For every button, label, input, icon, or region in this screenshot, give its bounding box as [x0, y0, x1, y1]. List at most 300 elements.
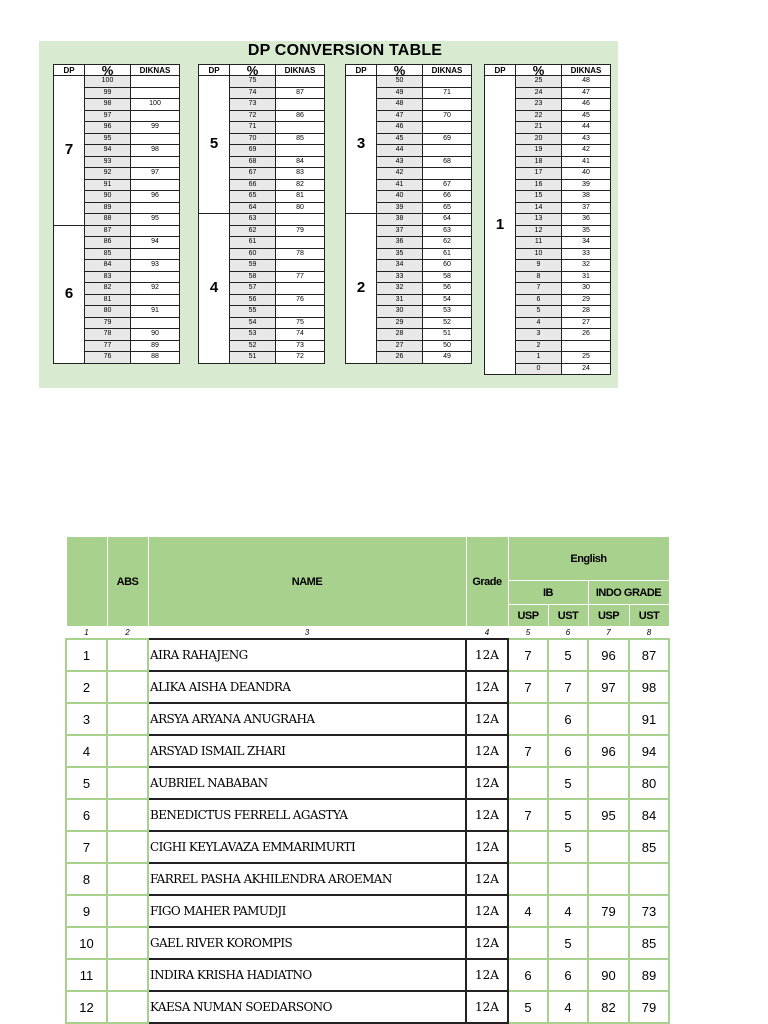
student-name: BENEDICTUS FERRELL AGASTYA: [148, 799, 466, 831]
diknas-value: 24: [562, 363, 611, 375]
percent-value: 2: [516, 340, 562, 352]
diknas-value: 81: [276, 191, 325, 203]
row-number: 12: [66, 991, 107, 1023]
abs-cell: [107, 991, 148, 1023]
percent-header: %: [377, 65, 423, 76]
indo-usp-score: [588, 831, 629, 863]
percent-value: 8: [516, 271, 562, 283]
no-header: [66, 537, 107, 627]
percent-value: 70: [230, 133, 276, 145]
indo-ust-score: 85: [629, 831, 669, 863]
conversion-table-1: [53, 64, 180, 364]
ib-usp-score: [508, 767, 548, 799]
student-name: INDIRA KRISHA HADIATNO: [148, 959, 466, 991]
conversion-row: [346, 76, 472, 88]
diknas-value: [423, 76, 472, 88]
percent-value: 48: [377, 99, 423, 111]
percent-value: 60: [230, 248, 276, 260]
column-number-row: [66, 627, 669, 640]
diknas-value: 78: [276, 248, 325, 260]
diknas-value: 70: [423, 110, 472, 122]
ib-usp-score: [508, 703, 548, 735]
table-row: [66, 639, 669, 671]
percent-value: 71: [230, 122, 276, 134]
ib-ust-score: 6: [548, 735, 588, 767]
percent-value: 11: [516, 237, 562, 249]
diknas-value: [276, 260, 325, 272]
dp-value: 4: [199, 214, 230, 364]
column-number: 6: [565, 628, 571, 637]
percent-value: 27: [377, 340, 423, 352]
percent-value: 5: [516, 306, 562, 318]
percent-value: 3: [516, 329, 562, 341]
dp-header: DP: [346, 65, 377, 76]
percent-value: 68: [230, 156, 276, 168]
percent-value: 28: [377, 329, 423, 341]
abs-cell: [107, 767, 148, 799]
dp-header: DP: [199, 65, 230, 76]
diknas-header: DIKNAS: [131, 65, 180, 76]
class-grade: 12A: [466, 895, 508, 927]
percent-value: 34: [377, 260, 423, 272]
diknas-value: [423, 99, 472, 111]
diknas-value: [131, 156, 180, 168]
abs-cell: [107, 927, 148, 959]
percent-value: 39: [377, 202, 423, 214]
column-number: 1: [84, 628, 89, 637]
subject-header: English: [508, 537, 669, 581]
percent-value: 93: [85, 156, 131, 168]
percent-value: 65: [230, 191, 276, 203]
diknas-value: 99: [131, 122, 180, 134]
percent-value: 32: [377, 283, 423, 295]
diknas-value: 39: [562, 179, 611, 191]
percent-value: 84: [85, 260, 131, 272]
diknas-value: 66: [423, 191, 472, 203]
class-grade: 12A: [466, 639, 508, 671]
diknas-value: 27: [562, 317, 611, 329]
conversion-table-2: [198, 64, 325, 364]
conversion-title: DP CONVERSION TABLE: [247, 42, 443, 59]
diknas-value: 30: [562, 283, 611, 295]
table-row: [66, 703, 669, 735]
diknas-value: 89: [131, 340, 180, 352]
diknas-value: 68: [423, 156, 472, 168]
class-grade: 12A: [466, 671, 508, 703]
dp-header: DP: [54, 65, 85, 76]
percent-value: 38: [377, 214, 423, 226]
diknas-value: 87: [276, 87, 325, 99]
indo-usp-score: 96: [588, 735, 629, 767]
percent-value: 96: [85, 122, 131, 134]
ib-ust-score: 5: [548, 831, 588, 863]
percent-value: 49: [377, 87, 423, 99]
percent-value: 29: [377, 317, 423, 329]
diknas-value: 34: [562, 237, 611, 249]
diknas-value: 69: [423, 133, 472, 145]
percent-header: %: [516, 65, 562, 76]
diknas-value: 96: [131, 191, 180, 203]
diknas-value: 45: [562, 110, 611, 122]
diknas-value: 35: [562, 225, 611, 237]
indo-ust-score: 84: [629, 799, 669, 831]
diknas-header: DIKNAS: [562, 65, 611, 76]
percent-value: 53: [230, 329, 276, 341]
percent-value: 24: [516, 87, 562, 99]
percent-value: 79: [85, 317, 131, 329]
dp-header: DP: [485, 65, 516, 76]
percent-value: 67: [230, 168, 276, 180]
diknas-value: 90: [131, 329, 180, 341]
indo-ust-score: 91: [629, 703, 669, 735]
ib-ust-score: [548, 863, 588, 895]
diknas-value: 37: [562, 202, 611, 214]
diknas-value: [131, 317, 180, 329]
student-name: ALIKA AISHA DEANDRA: [148, 671, 466, 703]
diknas-value: 74: [276, 329, 325, 341]
percent-value: 92: [85, 168, 131, 180]
ib-usp-score: 6: [508, 959, 548, 991]
diknas-value: 62: [423, 237, 472, 249]
class-grade: 12A: [466, 927, 508, 959]
percent-value: 16: [516, 179, 562, 191]
indo-usp-score: 97: [588, 671, 629, 703]
diknas-value: 26: [562, 329, 611, 341]
indo-ust-score: 73: [629, 895, 669, 927]
abs-cell: [107, 671, 148, 703]
diknas-value: 50: [423, 340, 472, 352]
indo-ust-score: 98: [629, 671, 669, 703]
diknas-value: 49: [423, 352, 472, 364]
table-row: [66, 671, 669, 703]
percent-value: 99: [85, 87, 131, 99]
indo-usp-score: 90: [588, 959, 629, 991]
diknas-value: [131, 110, 180, 122]
percent-value: 97: [85, 110, 131, 122]
class-grade: 12A: [466, 799, 508, 831]
percent-value: 61: [230, 237, 276, 249]
indo-usp-score: [588, 927, 629, 959]
indo-ust-score: 87: [629, 639, 669, 671]
conversion-row: [199, 76, 325, 88]
percent-value: 74: [230, 87, 276, 99]
indo-ust-score: 79: [629, 991, 669, 1023]
table-row: [66, 863, 669, 895]
diknas-value: [276, 306, 325, 318]
percent-value: 9: [516, 260, 562, 272]
diknas-value: 42: [562, 145, 611, 157]
class-grade: 12A: [466, 767, 508, 799]
table-row: [66, 831, 669, 863]
ib-ust-score: 5: [548, 639, 588, 671]
conversion-table-3: [345, 64, 472, 364]
class-grade: 12A: [466, 991, 508, 1023]
dp-value: 6: [54, 225, 85, 363]
grade-table-body: [66, 627, 669, 1024]
diknas-value: 32: [562, 260, 611, 272]
abs-cell: [107, 799, 148, 831]
percent-value: 25: [516, 76, 562, 88]
diknas-value: 79: [276, 225, 325, 237]
indo-grade-header: INDO GRADE: [588, 581, 669, 605]
column-number: 5: [525, 628, 531, 637]
diknas-value: 52: [423, 317, 472, 329]
diknas-value: 65: [423, 202, 472, 214]
diknas-value: 97: [131, 168, 180, 180]
diknas-value: 85: [276, 133, 325, 145]
indo-usp-score: 96: [588, 639, 629, 671]
diknas-value: 60: [423, 260, 472, 272]
conversion-row: [54, 76, 180, 88]
diknas-value: 63: [423, 225, 472, 237]
abs-cell: [107, 831, 148, 863]
percent-value: 1: [516, 352, 562, 364]
percent-value: 13: [516, 214, 562, 226]
grade-table: [65, 536, 670, 1024]
diknas-value: 47: [562, 87, 611, 99]
conversion-row: [54, 225, 180, 237]
percent-value: 91: [85, 179, 131, 191]
ib-ust-score: 4: [548, 991, 588, 1023]
percent-value: 59: [230, 260, 276, 272]
diknas-value: [423, 145, 472, 157]
percent-value: 77: [85, 340, 131, 352]
diknas-value: 86: [276, 110, 325, 122]
indo-usp-score: [588, 863, 629, 895]
diknas-value: 44: [562, 122, 611, 134]
percent-value: 22: [516, 110, 562, 122]
diknas-value: [276, 237, 325, 249]
diknas-value: [276, 76, 325, 88]
ib-usp-score: 7: [508, 639, 548, 671]
column-number: 8: [646, 628, 652, 637]
row-number: 11: [66, 959, 107, 991]
dp-value: 7: [54, 76, 85, 226]
student-name: FIGO MAHER PAMUDJI: [148, 895, 466, 927]
percent-value: 87: [85, 225, 131, 237]
student-name: FARREL PASHA AKHILENDRA AROEMAN: [148, 863, 466, 895]
diknas-value: 53: [423, 306, 472, 318]
percent-value: 90: [85, 191, 131, 203]
percent-value: 35: [377, 248, 423, 260]
percent-value: 100: [85, 76, 131, 88]
diknas-value: [131, 271, 180, 283]
dp-value: 5: [199, 76, 230, 214]
percent-value: 86: [85, 237, 131, 249]
indo-usp-score: 95: [588, 799, 629, 831]
percent-value: 76: [85, 352, 131, 364]
row-number: 4: [66, 735, 107, 767]
student-name: ARSYA ARYANA ANUGRAHA: [148, 703, 466, 735]
name-header: NAME: [148, 537, 466, 627]
diknas-value: 25: [562, 352, 611, 364]
diknas-value: 41: [562, 156, 611, 168]
percent-value: 73: [230, 99, 276, 111]
percent-value: 46: [377, 122, 423, 134]
diknas-header: DIKNAS: [423, 65, 472, 76]
diknas-value: 71: [423, 87, 472, 99]
percent-value: 36: [377, 237, 423, 249]
ib-usp-score: 7: [508, 735, 548, 767]
column-number: 2: [125, 628, 130, 637]
ib-ust-score: 6: [548, 703, 588, 735]
grade-header: Grade: [466, 537, 508, 627]
percent-value: 12: [516, 225, 562, 237]
diknas-value: 64: [423, 214, 472, 226]
ib-ust-score: 5: [548, 799, 588, 831]
percent-value: 94: [85, 145, 131, 157]
percent-value: 69: [230, 145, 276, 157]
ib-usp-score: 7: [508, 671, 548, 703]
indo-ust-score: 80: [629, 767, 669, 799]
percent-value: 52: [230, 340, 276, 352]
diknas-value: 61: [423, 248, 472, 260]
diknas-value: 83: [276, 168, 325, 180]
percent-value: 10: [516, 248, 562, 260]
abs-cell: [107, 895, 148, 927]
percent-value: 41: [377, 179, 423, 191]
abs-cell: [107, 863, 148, 895]
diknas-value: 29: [562, 294, 611, 306]
percent-value: 43: [377, 156, 423, 168]
diknas-value: 75: [276, 317, 325, 329]
diknas-value: [131, 76, 180, 88]
ib-ust-score: 4: [548, 895, 588, 927]
indo-usp-score: [588, 767, 629, 799]
ib-ust-score: 5: [548, 927, 588, 959]
percent-value: 64: [230, 202, 276, 214]
ib-usp-score: 4: [508, 895, 548, 927]
row-number: 5: [66, 767, 107, 799]
table-row: [66, 959, 669, 991]
dp-value: 1: [485, 76, 516, 375]
percent-value: 18: [516, 156, 562, 168]
diknas-value: [423, 122, 472, 134]
percent-value: 66: [230, 179, 276, 191]
table-row: [66, 767, 669, 799]
table-row: [66, 927, 669, 959]
student-name: KAESA NUMAN SOEDARSONO: [148, 991, 466, 1023]
diknas-value: [276, 214, 325, 226]
diknas-value: 43: [562, 133, 611, 145]
percent-value: 57: [230, 283, 276, 295]
row-number: 6: [66, 799, 107, 831]
indo-ust-header: UST: [629, 605, 669, 627]
student-name: AIRA RAHAJENG: [148, 639, 466, 671]
diknas-value: [562, 340, 611, 352]
ib-header: IB: [508, 581, 588, 605]
ib-usp-score: [508, 863, 548, 895]
diknas-value: [276, 122, 325, 134]
diknas-value: 76: [276, 294, 325, 306]
row-number: 8: [66, 863, 107, 895]
diknas-value: 94: [131, 237, 180, 249]
ib-ust-score: 5: [548, 767, 588, 799]
percent-value: 47: [377, 110, 423, 122]
column-number: 4: [484, 628, 490, 637]
percent-value: 44: [377, 145, 423, 157]
abs-cell: [107, 735, 148, 767]
percent-value: 21: [516, 122, 562, 134]
row-number: 9: [66, 895, 107, 927]
diknas-value: 38: [562, 191, 611, 203]
ib-ust-header: UST: [548, 605, 588, 627]
percent-value: 56: [230, 294, 276, 306]
abs-cell: [107, 639, 148, 671]
ib-usp-score: [508, 927, 548, 959]
percent-value: 85: [85, 248, 131, 260]
percent-value: 62: [230, 225, 276, 237]
class-grade: 12A: [466, 831, 508, 863]
percent-value: 98: [85, 99, 131, 111]
diknas-value: 88: [131, 352, 180, 364]
percent-value: 81: [85, 294, 131, 306]
conversion-row: [485, 76, 611, 88]
percent-value: 75: [230, 76, 276, 88]
diknas-value: 54: [423, 294, 472, 306]
table-row: [66, 735, 669, 767]
percent-value: 7: [516, 283, 562, 295]
diknas-value: 77: [276, 271, 325, 283]
indo-usp-score: 79: [588, 895, 629, 927]
percent-value: 20: [516, 133, 562, 145]
percent-value: 55: [230, 306, 276, 318]
diknas-value: [131, 133, 180, 145]
student-name: ARSYAD ISMAIL ZHARI: [148, 735, 466, 767]
column-number: 7: [606, 628, 611, 637]
diknas-value: 98: [131, 145, 180, 157]
diknas-value: 51: [423, 329, 472, 341]
indo-ust-score: 89: [629, 959, 669, 991]
indo-usp-score: [588, 703, 629, 735]
percent-value: 33: [377, 271, 423, 283]
row-number: 10: [66, 927, 107, 959]
diknas-value: 31: [562, 271, 611, 283]
diknas-value: [276, 283, 325, 295]
percent-value: 31: [377, 294, 423, 306]
percent-value: 4: [516, 317, 562, 329]
percent-value: 45: [377, 133, 423, 145]
percent-value: 40: [377, 191, 423, 203]
ib-ust-score: 7: [548, 671, 588, 703]
diknas-value: [131, 294, 180, 306]
dp-value: 2: [346, 214, 377, 364]
diknas-value: [423, 168, 472, 180]
row-number: 2: [66, 671, 107, 703]
percent-value: 42: [377, 168, 423, 180]
abs-header: ABS: [107, 537, 148, 627]
diknas-value: [131, 225, 180, 237]
percent-value: 50: [377, 76, 423, 88]
diknas-value: 84: [276, 156, 325, 168]
diknas-value: [131, 202, 180, 214]
percent-value: 51: [230, 352, 276, 364]
indo-ust-score: 94: [629, 735, 669, 767]
percent-value: 95: [85, 133, 131, 145]
abs-cell: [107, 703, 148, 735]
conversion-table-4: [484, 64, 611, 375]
column-number: 3: [304, 628, 310, 637]
row-number: 3: [66, 703, 107, 735]
class-grade: 12A: [466, 703, 508, 735]
diknas-value: 73: [276, 340, 325, 352]
percent-value: 14: [516, 202, 562, 214]
dp-value: 3: [346, 76, 377, 214]
diknas-value: 93: [131, 260, 180, 272]
ib-ust-score: 6: [548, 959, 588, 991]
percent-value: 83: [85, 271, 131, 283]
student-name: GAEL RIVER KOROMPIS: [148, 927, 466, 959]
